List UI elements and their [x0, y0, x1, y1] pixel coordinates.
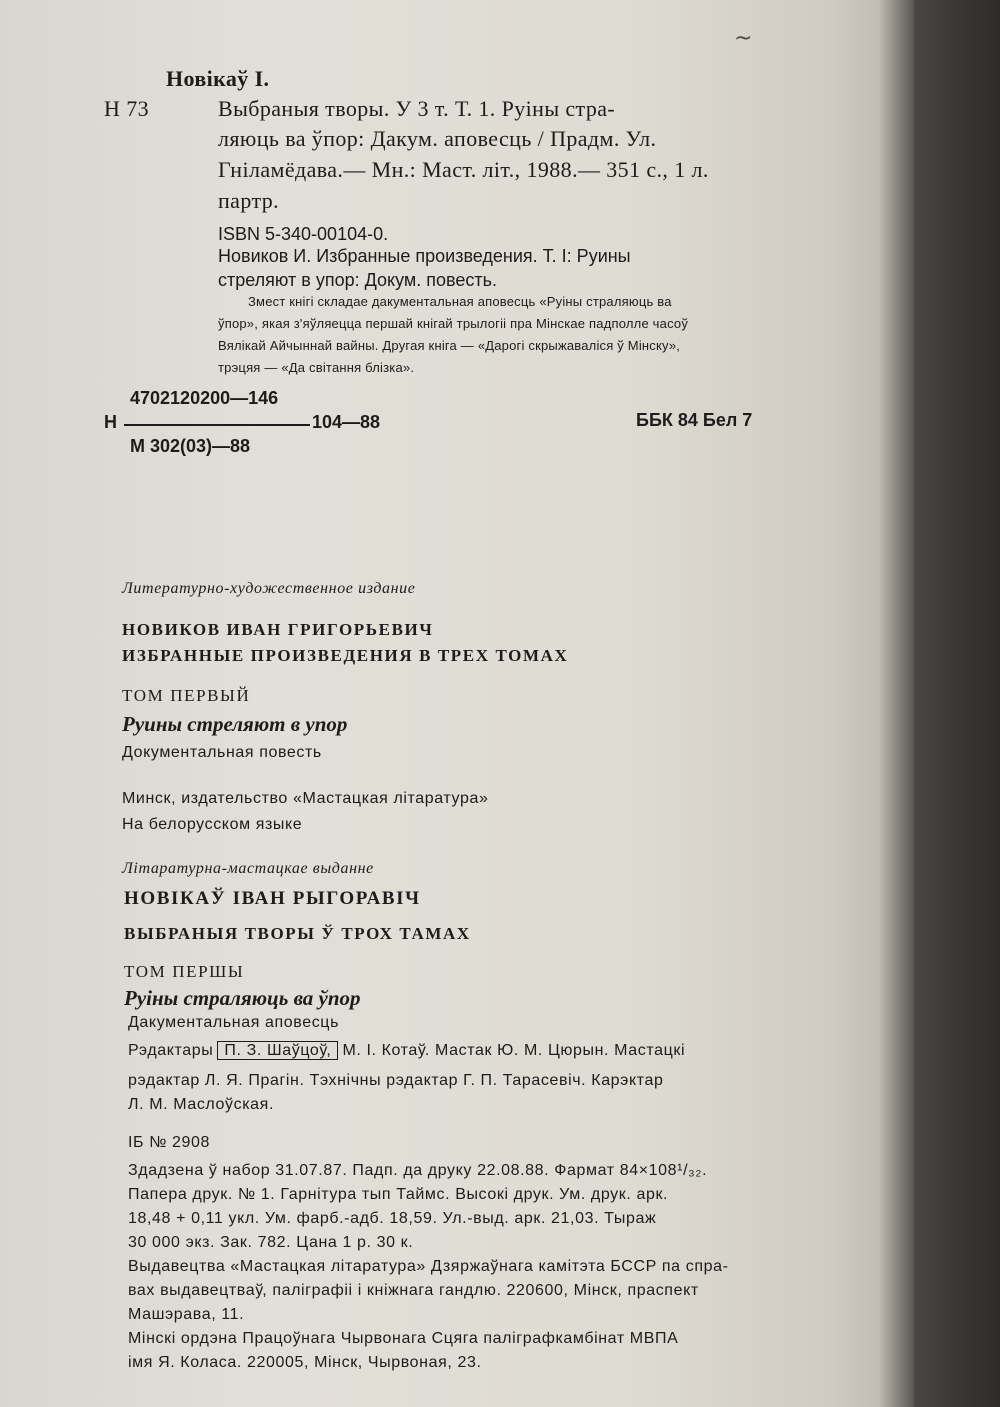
by-editors-line-3: Л. М. Маслоўская. [128, 1096, 274, 1113]
catalog-desc-line-1: Выбраныя творы. У 3 т. Т. 1. Руіны стра- [218, 96, 616, 121]
formula-top: 4702120200—146 [130, 388, 279, 408]
page-gutter [880, 0, 914, 1407]
ru-publisher: Минск, издательство «Мастацкая літаратура» [122, 790, 489, 807]
imprint-line-2: Папера друк. № 1. Гарнітура тып Таймс. Высокі друк. Ум. друк. арк. [128, 1186, 669, 1203]
catalog-author: Новікаў І. [166, 66, 270, 91]
catalog-code: Н 73 [104, 96, 149, 121]
catalog-desc-line-3: Гніламёдава.— Мн.: Маст. літ., 1988.— 351 с., 1 л. [218, 157, 709, 182]
pencil-mark-icon: ~ [734, 26, 753, 51]
by-editors-line-2: рэдактар Л. Я. Прагін. Тэхнічны рэдактар Г. П. Тарасевіч. Карэктар [128, 1072, 664, 1089]
catalog-annotation-line-3: Вялікай Айчыннай вайны. Другая кніга — «Дарогі скрыжаваліся ў Мінску», [218, 338, 681, 353]
by-editors-label: Рэдактары [128, 1042, 214, 1059]
by-editor-boxed: П. З. Шаўцоў, [217, 1041, 338, 1060]
imprint-line-6: вах выдавецтваў, паліграфіі і кніжнага гандлю. 220600, Мінск, праспект [128, 1282, 699, 1299]
by-editors-line-1 [128, 1042, 685, 1060]
catalog-annotation-line-4: трэцяя — «Да світання блізка». [218, 360, 415, 375]
imprint-line-3: 18,48 + 0,11 укл. Ум. фарб.-адб. 18,59. Ул.-выд. арк. 21,03. Тыраж [128, 1210, 657, 1227]
by-editors-rest: М. І. Котаў. Мастак Ю. М. Цюрын. Мастацкі [342, 1042, 686, 1059]
imprint-line-8: Мінскі ордэна Працоўнага Чырвонага Сцяга паліграфкамбінат МВПА [128, 1330, 679, 1347]
ru-series: ИЗБРАННЫЕ ПРОИЗВЕДЕНИЯ В ТРЕХ ТОМАХ [122, 646, 569, 665]
by-title: Руіны страляюць ва ўпор [124, 986, 361, 1010]
catalog-desc-line-2: ляюць ва ўпор: Дакум. аповесць / Прадм. Ул. [218, 126, 657, 151]
by-author: НОВІКАЎ ІВАН РЫГОРАВІЧ [124, 888, 421, 909]
by-volume: ТОМ ПЕРШЫ [124, 962, 245, 981]
ru-language: На белорусском языке [122, 816, 303, 833]
bbk-code: ББК 84 Бел 7 [636, 410, 753, 430]
catalog-ru-line-2: стреляют в упор: Докум. повесть. [218, 270, 498, 290]
ru-author: НОВИКОВ ИВАН ГРИГОРЬЕВИЧ [122, 620, 434, 639]
by-series: ВЫБРАНЫЯ ТВОРЫ Ў ТРОХ ТАМАХ [124, 924, 471, 943]
catalog-ru-line-1: Новиков И. Избранные произведения. Т. I: Руины [218, 246, 631, 266]
imprint-line-5: Выдавецтва «Мастацкая літаратура» Дзяржаўнага камітэта БССР па спра- [128, 1258, 729, 1275]
catalog-desc-line-4: партр. [218, 188, 280, 213]
formula-mid: 104—88 [312, 412, 381, 432]
ru-title: Руины стреляют в упор [122, 712, 348, 736]
formula-rule [124, 424, 310, 426]
by-edition-type: Літаратурна-мастацкае выданне [122, 860, 374, 877]
imprint-line-4: 30 000 экз. Зак. 782. Цана 1 р. 30 к. [128, 1234, 414, 1251]
book-edge [914, 0, 1000, 1407]
imprint-line-7: Машэрава, 11. [128, 1306, 245, 1323]
catalog-annotation-line-2: ўпор», якая з'яўляецца першай кнігай трылогіі пра Мінскае падполле часоў [218, 316, 689, 331]
formula-letter: Н [104, 412, 117, 432]
imprint-ib: ІБ № 2908 [128, 1134, 210, 1151]
by-genre: Дакументальная аповесць [128, 1014, 340, 1031]
catalog-isbn: ISBN 5-340-00104-0. [218, 224, 389, 244]
ru-genre: Документальная повесть [122, 744, 322, 761]
ru-edition-type: Литературно-художественное издание [122, 580, 416, 597]
imprint-line-9: імя Я. Коласа. 220005, Мінск, Чырвоная, 23. [128, 1354, 482, 1371]
catalog-annotation-line-1: Змест кнігі складае дакументальная аповесць «Руіны страляюць ва [248, 294, 672, 309]
ru-volume: ТОМ ПЕРВЫЙ [122, 686, 251, 705]
formula-bottom: М 302(03)—88 [130, 436, 251, 456]
imprint-line-1: Здадзена ў набор 31.07.87. Падп. да друку 22.08.88. Фармат 84×108¹/₃₂. [128, 1162, 708, 1179]
